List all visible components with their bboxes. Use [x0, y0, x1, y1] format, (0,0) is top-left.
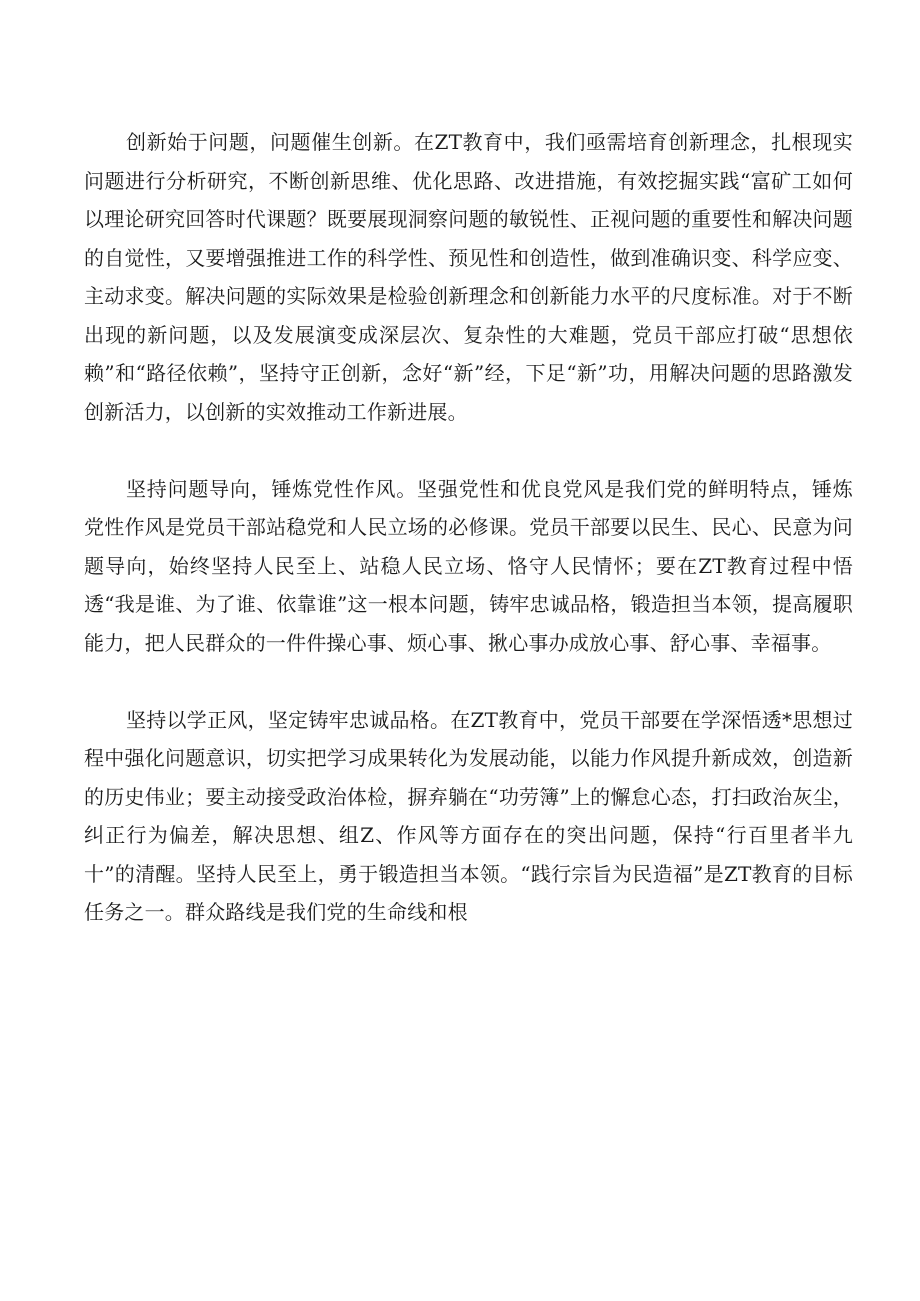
paragraph-2: 坚持问题导向，锤炼党性作风。坚强党性和优良党风是我们党的鲜明特点，锤炼党性作风是党员干部站稳党和人民立场的必修课。党员干部要以民生、民心、民意为问题导向，始终坚持人民至上、站稳人民立场、恪守人民情怀；要在ZT教育过程中悟透“我是谁、为了谁、依靠谁”这一根本问题，铸牢忠诚品格，锻造担当本领，提高履职能力，把人民群众的一件件操心事、烦心事、揪心事办成放心事、舒心事、幸福事。	[84, 476, 853, 655]
paragraph-3: 坚持以学正风，坚定铸牢忠诚品格。在ZT教育中，党员干部要在学深悟透*思想过程中强化问题意识，切实把学习成果转化为发展动能，以能力作风提升新成效，创造新的历史伟业；要主动接受政治体检，摒弃躺在“功劳簿”上的懈怠心态，打扫政治灰尘，纠正行为偏差，解决思想、组Z、作风等方面存在的突出问题，保持“行百里者半九十”的清醒。坚持人民至上，勇于锻造担当本领。“践行宗旨为民造福”是ZT教育的目标任务之一。群众路线是我们党的生命线和根	[84, 707, 853, 924]
document-body	[84, 123, 853, 932]
paragraph-1: 创新始于问题，问题催生创新。在ZT教育中，我们亟需培育创新理念，扎根现实问题进行分析研究，不断创新思维、优化思路、改进措施，有效挖掘实践“富矿工如何以理论研究回答时代课题？既要展现洞察问题的敏锐性、正视问题的重要性和解决问题的自觉性，又要增强推进工作的科学性、预见性和创造性，做到准确识变、科学应变、主动求变。解决问题的实际效果是检验创新理念和创新能力水平的尺度标准。对于不断出现的新问题，以及发展演变成深层次、复杂性的大难题，党员干部应打破“思想依赖”和“路径依赖”，坚持守正创新，念好“新”经，下足“新”功，用解决问题的思路激发创新活力，以创新的实效推动工作新进展。	[84, 130, 853, 424]
